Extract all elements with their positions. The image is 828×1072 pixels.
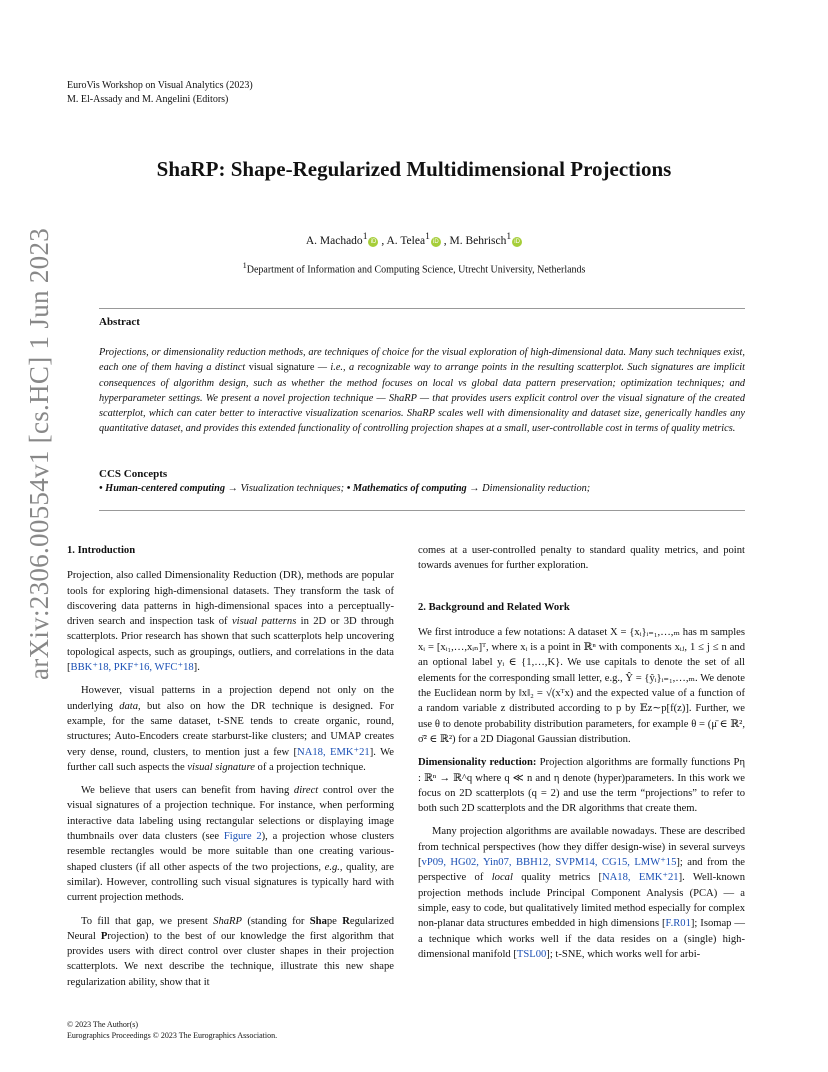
abstract-text [99, 345, 745, 437]
text-run: ]. We further call such aspects the [67, 746, 394, 773]
citation-link[interactable]: F.R01 [665, 918, 691, 930]
abstract-bottom-rule [99, 510, 745, 511]
affiliation-text: Department of Information and Computing Science, Utrecht University, Netherlands [246, 264, 586, 276]
text-run: ]; t-SNE, which works well for arbi- [546, 948, 701, 960]
section-heading-background: 2. Background and Related Work [418, 601, 570, 613]
acronym-expansion: Shape Regularized Neural Projection [67, 915, 394, 942]
emphasis: local [491, 872, 513, 884]
text-run: in 2D or 3D through scatterplots. Prior research has shown that such scatterplots help uncovering topological aspects, such as groupings, outliers, and correlations in the data [ [67, 616, 394, 674]
ccs-subterm: → Visualization techniques; [225, 483, 347, 494]
affil-mark: 1 [242, 261, 247, 270]
paragraph [418, 755, 745, 816]
ccs-heading: CCS Concepts [99, 468, 168, 480]
arxiv-stamp: arXiv:2306.00554v1 [cs.HC] 1 Jun 2023 [24, 227, 54, 680]
text-run: of a projection technique. [254, 761, 366, 773]
abstract-part: — i.e., a recognizable way to arrange points in the resulting scatterplot. Such signatures are implicit consequences of algorithm design, such as whether the method focuses on local vs global data pattern preservation; optimization techniques; and hyperparameter settings. We present a novel projection technique — ShaRP — that provides users explicit control over the visual signature of the created scatterplot, which can cater better to interactive visualization scenarios. ShaRP scales well with dimensionality and dataset size, generically handles any quantitative dataset, and provides this extended functionality of controlling projection shapes at a small, user-controllable cost in terms of quality metrics. [99, 362, 745, 435]
affil-mark: 1 [506, 231, 512, 242]
paragraph [67, 568, 394, 675]
emphasis: e.g. [324, 861, 340, 873]
ccs-concepts [99, 483, 590, 494]
copyright-line: © 2023 The Author(s) [67, 1020, 139, 1029]
text-run: Many projection algorithms are available nowadays. These are described from technical perspectives (how they differ design-wise) in several surveys [ [418, 826, 745, 869]
text-run: ]; and from the perspective of [418, 857, 745, 884]
editors-line: M. El-Assady and M. Angelini (Editors) [67, 94, 229, 105]
abstract-visual-signature: visual signature [248, 362, 315, 374]
text-run: However, visual patterns in a projection depend not only on the underlying [67, 685, 394, 712]
text-run: ), a projection whose clusters resemble rectangles would be more suitable than one creating various-shaped clusters (if all other aspects of the two projections, [67, 831, 395, 873]
venue-line: EuroVis Workshop on Visual Analytics (2023) [67, 80, 253, 91]
author-behrisch: , M. Behrisch [443, 234, 507, 247]
ccs-subterm: → Dimensionality reduction; [466, 483, 591, 494]
abstract-part: Projections, or dimensionality reduction methods, are techniques of choice for the visual exploration of high-dimensional data. Many such techniques exist, each one of them having a distinct [99, 347, 745, 374]
affiliation [0, 261, 828, 275]
text-run: ]. Well-known projection methods include Principal Component Analysis (PCA) — a simple, easy to code, but qualitatively limited method especially for complex non-planar data structures embedded in high dimensions [ [418, 872, 745, 930]
citation-link[interactable]: vP09, HG02, Yin07, BBH12, SVPM14, CG15, LMW⁺15 [421, 857, 677, 869]
abstract-top-rule [99, 308, 745, 309]
affil-mark: 1 [425, 231, 430, 242]
citation-link[interactable]: TSL00 [516, 948, 547, 960]
text-run: Projection algorithms are formally functions Pη : ℝⁿ → ℝ^q where q ≪ n and η denote (hyper)parameters. In this work we focus on 2D scatterplots (q = 2) and use the term “projections” to refer to both such 2D scatterplots and the DR algorithms that create them. [418, 757, 745, 815]
emphasis: data [119, 700, 139, 712]
page-footer [67, 1019, 277, 1041]
text-run: To fill that gap, we present [81, 915, 214, 927]
ccs-term: • Mathematics of computing [346, 483, 467, 494]
orcid-icon[interactable]: iD [431, 237, 441, 247]
paragraph: comes at a user-controlled penalty to standard quality metrics, and point towards avenues for further exploration. [418, 545, 745, 572]
text-run: quality metrics [ [512, 872, 602, 884]
text-run: ]; Isomap — a technique which works well if the data resides on a (single) high-dimensional manifold [ [418, 918, 745, 960]
journal-header [67, 79, 253, 107]
section-heading-introduction: 1. Introduction [67, 545, 136, 556]
orcid-icon[interactable]: iD [512, 237, 522, 247]
paragraph [67, 914, 394, 990]
emphasis: ShaRP [213, 915, 242, 927]
paragraph [67, 783, 394, 905]
affil-mark: 1 [362, 231, 368, 242]
text-run: ) to the best of our knowledge the first algorithm that provides users with direct control over cluster shapes in their projection scatterplots. We next describe the technique, illustrate this new shape regularization ability, show that it [67, 930, 394, 988]
text-run: control over the visual signatures of a projection technique. For instance, when performing interactive data labeling using rectangular selections or displaying image thumbnails over data clusters (see [67, 785, 395, 843]
text-run: We believe that users can benefit from having [81, 785, 294, 797]
text-run: Projection, also called Dimensionality Reduction (DR), methods are popular tools for exploring high-dimensional datasets. They transform the task of discovering data patterns in high-dimensional spaces into a perceptually-driven search and inspection task of [67, 570, 394, 628]
abstract-heading: Abstract [99, 316, 140, 328]
text-run: ]. [193, 662, 200, 674]
run-in-heading: Dimensionality reduction: [418, 757, 537, 769]
emphasis: visual signature [187, 761, 255, 773]
emphasis: direct [293, 785, 319, 797]
paragraph-notation: We first introduce a few notations: A dataset X = {xᵢ}ᵢ₌₁,…,ₘ has m samples xᵢ = [xᵢ₁,…,xᵢₙ]ᵀ, where xᵢ is a point in ℝⁿ with components xᵢⱼ, 1 ≤ j ≤ n and an optional label yᵢ ∈ {1,…,K}. We use capitals to denote the set of all elements for the corresponding small letter, e.g., Ŷ = {ŷᵢ}ᵢ₌₁,…,ₘ. We denote the Euclidean norm by ‖x‖₂ = √(xᵀx) and the expected value of a function of a random variable z distributed according to p by 𝔼z∼p[f(z)]. Further, we use θ to denote probability distribution parameters, for example θ = (μ̄ ∈ ℝ², σ̄² ∈ ℝ²) for a 2D Diagonal Gaussian distribution. [418, 626, 745, 745]
right-column [418, 543, 745, 970]
emphasis: visual patterns [231, 616, 297, 628]
citation-link[interactable]: BBK⁺18, PKF⁺16, WFC⁺18 [70, 662, 194, 674]
author-list [0, 231, 828, 247]
ccs-term: • Human-centered computing [99, 483, 226, 494]
author-machado: A. Machado [305, 234, 363, 247]
citation-link[interactable]: NA18, EMK⁺21 [601, 872, 679, 884]
figure-link[interactable]: Figure 2 [223, 831, 262, 843]
citation-link[interactable]: NA18, EMK⁺21 [297, 746, 370, 758]
text-run: , but also on how the DR technique is designed. For example, for the same dataset, t-SNE tends to create organic, round, structures; Auto-Encoders create starburst-like clusters; and UMAP creates very dense, round, clusters, to mention just a few [ [67, 700, 395, 758]
paper-title: ShaRP: Shape-Regularized Multidimensional Projections [156, 157, 672, 181]
text-run: (standing for [242, 915, 310, 927]
orcid-icon[interactable]: iD [368, 237, 378, 247]
proceedings-line: Eurographics Proceedings © 2023 The Eurographics Association. [67, 1031, 278, 1040]
paragraph [418, 824, 745, 962]
text-run: , quality, are similar). However, controlling such visual signatures is typically hard with current projection methods. [67, 861, 394, 904]
paragraph [67, 683, 394, 775]
author-telea: , A. Telea [381, 234, 426, 247]
left-column [67, 543, 394, 998]
